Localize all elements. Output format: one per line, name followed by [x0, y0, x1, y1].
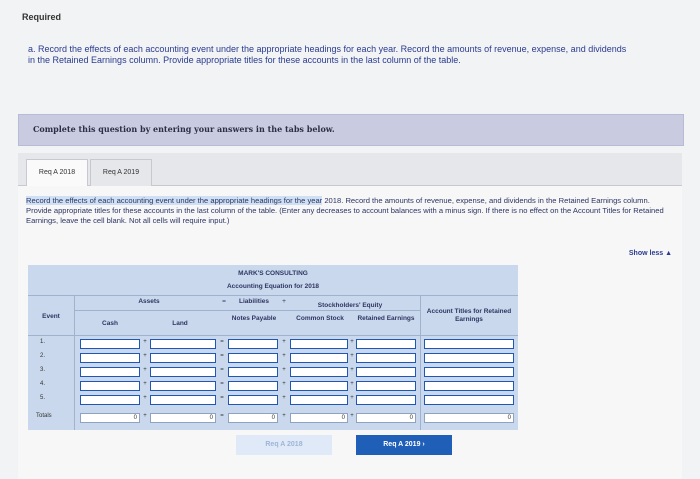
instruction-banner	[18, 114, 684, 146]
total-retained-earnings: 0	[356, 413, 416, 423]
assets-header: Assets	[138, 298, 160, 305]
common-stock-header: Common Stock	[296, 315, 344, 322]
row-1-land-input[interactable]	[150, 339, 216, 349]
row-label-3: 3.	[40, 367, 46, 373]
row-4-land-input[interactable]	[150, 381, 216, 391]
row-4-notes-payable-input[interactable]	[228, 381, 278, 391]
prev-tab-button: Req A 2018	[236, 435, 332, 455]
row-5-land-input[interactable]	[150, 395, 216, 405]
description-highlight: Record the effects of each accounting event under the appropriate headings for the year	[26, 196, 323, 205]
row-label-1: 1.	[40, 339, 46, 345]
banner-text: Complete this question by entering your answers in the tabs below.	[33, 124, 335, 134]
required-heading: Required	[22, 12, 62, 22]
row-label-5: 5.	[40, 395, 46, 401]
accounting-equation-table: MARK'S CONSULTING Accounting Equation for 2018 Assets = Liabilities + Stockholders' Equity Event Cash Land Notes Payable Common Stock Retained Earnings Account Titles for Retained Earnings 1. 2. 3. 4. 5. Totals + = + + + = + + + = + + + = + + + = + + 0 + 0 = 0 + 0 + 0 0	[28, 265, 518, 430]
row-label-4: 4.	[40, 381, 46, 387]
equals-sign: =	[222, 298, 226, 305]
total-cash: 0	[80, 413, 140, 423]
description-rest: 2018. Record the amounts of revenue, expense, and dividends in the Retained Earnings column. Provide appropriate titles for these accounts in the last column of the table. (Enter any decreases to account balances with a minus sign. If there is no effect on the Account Titles for Retained Earnings, leave the cell blank. Not all cells will require input.)	[26, 196, 664, 225]
event-header: Event	[42, 313, 60, 320]
tab-req-a-2018[interactable]: Req A 2018	[26, 159, 88, 186]
row-4-account-title-input[interactable]	[424, 381, 514, 391]
row-5-cash-input[interactable]	[80, 395, 140, 405]
row-3-cash-input[interactable]	[80, 367, 140, 377]
cash-header: Cash	[102, 320, 118, 327]
row-2-notes-payable-input[interactable]	[228, 353, 278, 363]
row-label-totals: Totals	[36, 413, 52, 419]
next-tab-button[interactable]: Req A 2019 ›	[356, 435, 452, 455]
row-3-common-stock-input[interactable]	[290, 367, 348, 377]
row-3-retained-earnings-input[interactable]	[356, 367, 416, 377]
total-common-stock: 0	[290, 413, 348, 423]
plus-sign: +	[282, 298, 286, 305]
company-name: MARK'S CONSULTING	[238, 270, 308, 277]
row-5-common-stock-input[interactable]	[290, 395, 348, 405]
row-5-retained-earnings-input[interactable]	[356, 395, 416, 405]
equity-header: Stockholders' Equity	[317, 302, 383, 309]
tab-req-a-2019[interactable]: Req A 2019	[90, 159, 152, 186]
account-titles-header: Account Titles for Retained Earnings	[426, 308, 512, 323]
question-description	[26, 196, 676, 226]
row-1-common-stock-input[interactable]	[290, 339, 348, 349]
row-label-2: 2.	[40, 353, 46, 359]
row-1-cash-input[interactable]	[80, 339, 140, 349]
row-2-common-stock-input[interactable]	[290, 353, 348, 363]
row-5-account-title-input[interactable]	[424, 395, 514, 405]
row-4-cash-input[interactable]	[80, 381, 140, 391]
liabilities-header: Liabilities	[239, 298, 269, 305]
row-2-retained-earnings-input[interactable]	[356, 353, 416, 363]
row-1-notes-payable-input[interactable]	[228, 339, 278, 349]
row-3-land-input[interactable]	[150, 367, 216, 377]
retained-earnings-header: Retained Earnings	[357, 315, 415, 322]
total-notes-payable: 0	[228, 413, 278, 423]
show-less-link[interactable]: Show less ▲	[628, 250, 672, 257]
row-5-notes-payable-input[interactable]	[228, 395, 278, 405]
row-4-common-stock-input[interactable]	[290, 381, 348, 391]
row-1-account-title-input[interactable]	[424, 339, 514, 349]
tab-bar	[18, 153, 682, 186]
row-2-land-input[interactable]	[150, 353, 216, 363]
total-land: 0	[150, 413, 216, 423]
row-4-retained-earnings-input[interactable]	[356, 381, 416, 391]
row-1-retained-earnings-input[interactable]	[356, 339, 416, 349]
row-3-account-title-input[interactable]	[424, 367, 514, 377]
row-2-account-title-input[interactable]	[424, 353, 514, 363]
total-account-titles: 0	[424, 413, 514, 423]
land-header: Land	[172, 320, 188, 327]
table-subtitle: Accounting Equation for 2018	[226, 283, 320, 290]
row-3-notes-payable-input[interactable]	[228, 367, 278, 377]
row-2-cash-input[interactable]	[80, 353, 140, 363]
notes-payable-header: Notes Payable	[231, 315, 277, 322]
instructions: a. Record the effects of each accounting event under the appropriate headings for each year. Record the amounts of revenue, expense, and dividends in the Retained Earnings column. Provide appropriate titles for these accounts in the last column of the table.	[28, 44, 627, 65]
